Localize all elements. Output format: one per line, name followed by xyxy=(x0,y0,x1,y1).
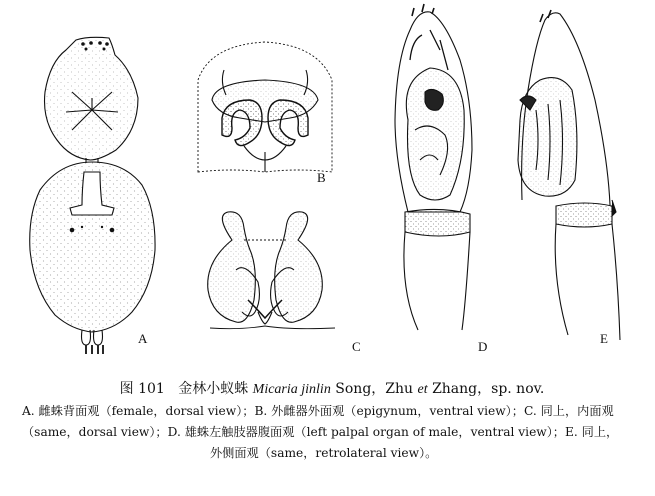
panel-c-epigynum-dorsal xyxy=(208,212,335,329)
figure-caption xyxy=(22,378,642,464)
authors-part-1: Song，Zhu xyxy=(335,381,414,397)
species-latin-name: Micaria jinlin xyxy=(252,382,331,397)
authors-et: et xyxy=(417,382,428,397)
caption-line-3: 外侧面观（same，retrolateral view）。 xyxy=(210,446,438,460)
panel-label-c: C xyxy=(352,339,361,354)
panel-label-d: D xyxy=(478,339,488,354)
panel-label-b: B xyxy=(317,170,326,185)
panel-a-spider-dorsal xyxy=(30,37,155,354)
species-chinese-name: 金林小蚁蛛 xyxy=(178,381,249,397)
panel-label-e: E xyxy=(600,331,608,346)
authors-part-2: Zhang，sp. nov. xyxy=(432,381,545,397)
panel-e-palp-retrolateral xyxy=(518,10,620,340)
caption-line-1: A. 雌蛛背面观（female，dorsal view）；B. 外雌器外面观（epigynum，ventral view）；C. 同上，内面观 xyxy=(22,404,614,418)
figure-number: 图 101 xyxy=(119,381,165,397)
panel-label-a: A xyxy=(138,331,148,346)
caption-title xyxy=(22,378,642,401)
panel-d-palp-ventral xyxy=(395,4,472,330)
caption-line-2: （same，dorsal view）；D. 雄蛛左触肢器腹面观（left palpal organ of male，ventral view）；E. 同上， xyxy=(22,425,619,439)
panel-b-epigynum-ventral xyxy=(198,42,332,172)
